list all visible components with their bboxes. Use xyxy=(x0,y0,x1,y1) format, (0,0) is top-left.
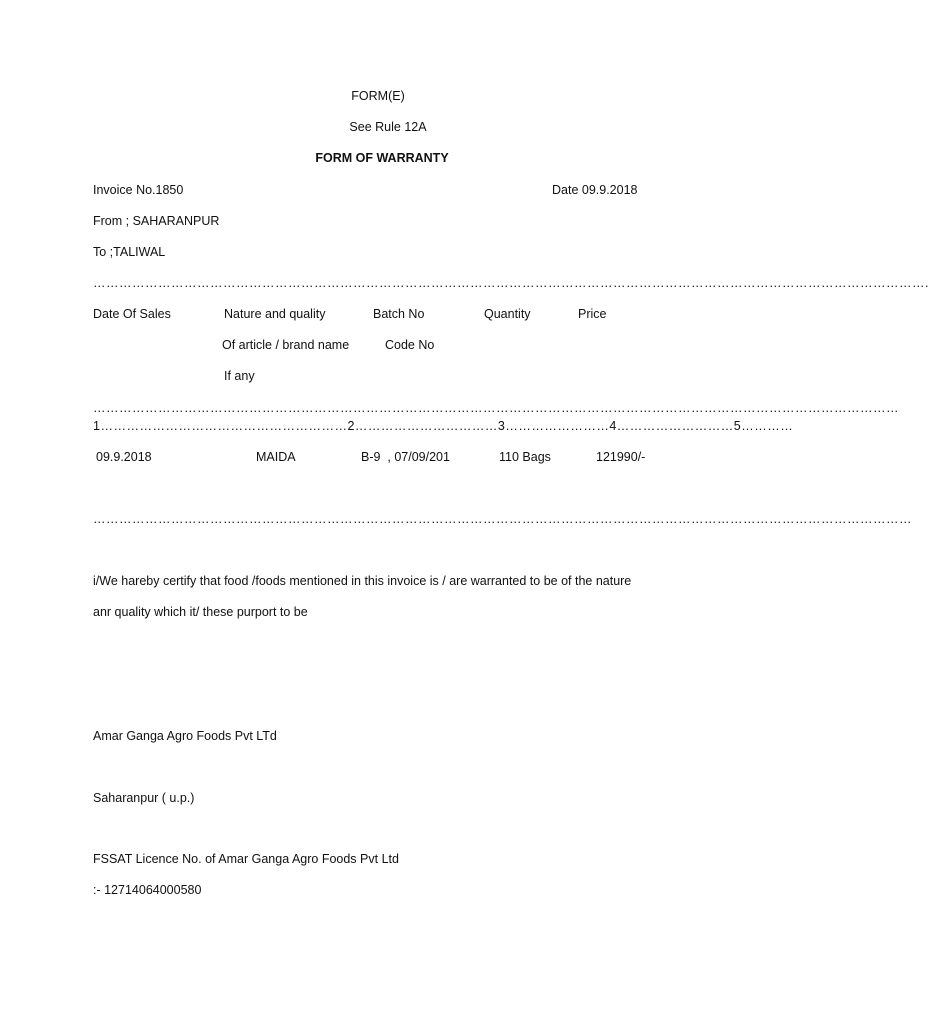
rule-reference: See Rule 12A xyxy=(349,120,427,134)
header-code-no: Code No xyxy=(385,338,435,352)
licence-number: :- 12714064000580 xyxy=(93,883,202,897)
row-date: 09.9.2018 xyxy=(96,450,152,464)
header-quantity: Quantity xyxy=(484,307,531,321)
header-article-brand: Of article / brand name xyxy=(222,338,350,352)
header-date-of-sales: Date Of Sales xyxy=(93,307,171,321)
header-price: Price xyxy=(578,307,607,321)
row-batch: B-9 , 07/09/201 xyxy=(361,450,450,464)
header-batch-no: Batch No xyxy=(373,307,425,321)
invoice-date: Date 09.9.2018 xyxy=(552,183,638,197)
certification-line-1: i/We hareby certify that food /foods mentioned in this invoice is / are warranted to be of the nature xyxy=(93,574,632,588)
to-location: To ;TALIWAL xyxy=(93,245,166,259)
separator-line: ……………………………………………………………………………………………………………………………………………………………………… xyxy=(93,512,912,526)
header-if-any: If any xyxy=(224,369,255,383)
row-price: 121990/- xyxy=(596,450,646,464)
separator-line: …………………………………………………………………………………………………………………………………………………………………… xyxy=(93,401,899,415)
certification-line-2: anr quality which it/ these purport to be xyxy=(93,605,308,619)
invoice-number: Invoice No.1850 xyxy=(93,183,184,197)
form-id: FORM(E) xyxy=(351,89,405,103)
from-location: From ; SAHARANPUR xyxy=(93,214,220,228)
company-location: Saharanpur ( u.p.) xyxy=(93,791,195,805)
row-quantity: 110 Bags xyxy=(499,450,551,464)
page-title: FORM OF WARRANTY xyxy=(315,151,449,165)
row-article: MAIDA xyxy=(256,450,296,464)
separator-line: …………………………………………………………………………………………………………………………………………………………………………. xyxy=(93,276,929,290)
numbered-column-line: 1…………………………………………………2……………………………3……………………4………………………5………… xyxy=(93,419,794,433)
header-nature-quality: Nature and quality xyxy=(224,307,326,321)
licence-label: FSSAT Licence No. of Amar Ganga Agro Foods Pvt Ltd xyxy=(93,852,399,866)
company-name: Amar Ganga Agro Foods Pvt LTd xyxy=(93,729,277,743)
